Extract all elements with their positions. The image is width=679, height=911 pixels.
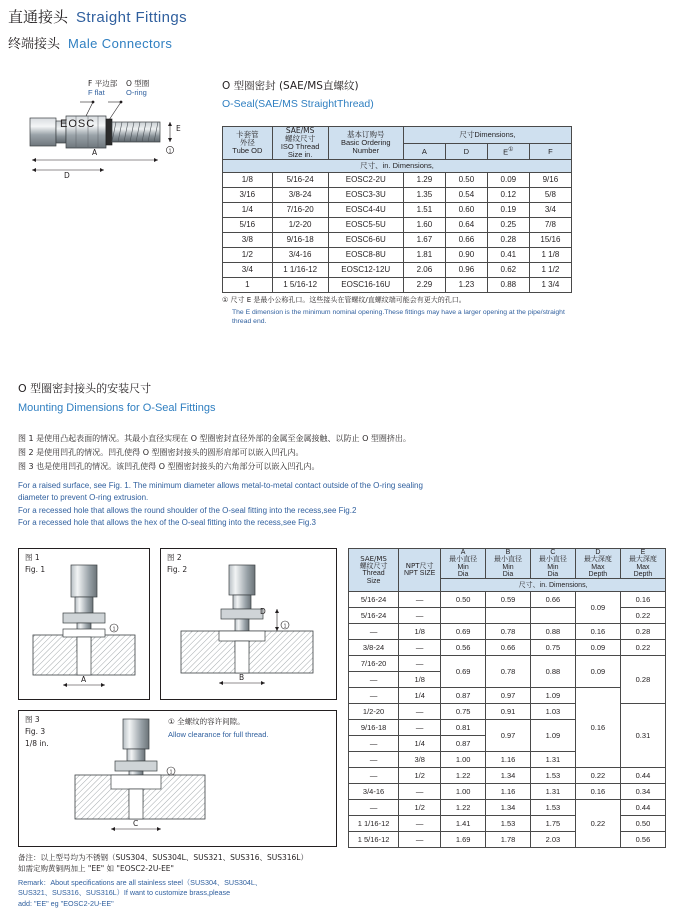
cell-a: 2.06 — [403, 263, 445, 278]
cell-npt: — — [399, 784, 441, 800]
cell-order: EOSC3-3U — [328, 188, 403, 203]
th2-thread-size: SAE/MS 螺纹尺寸 Thread Size — [349, 549, 399, 592]
cell-d: 0.16 — [575, 784, 620, 800]
cell-a: 1.35 — [403, 188, 445, 203]
cell-f: 3/4 — [529, 203, 571, 218]
cell-d: 0.16 — [575, 688, 620, 768]
para-en-line: For a recessed hole that allows the round shoulder of the O-seal fitting into the recess,see Fig.2 — [18, 505, 357, 515]
th-e: E① — [487, 144, 529, 160]
cell-order: EOSC5-5U — [328, 218, 403, 233]
svg-text:1: 1 — [112, 626, 116, 633]
cell-b: 1.53 — [486, 816, 531, 832]
fig3-label-en: Fig. 3 — [25, 727, 46, 736]
cell-thread: 5/16-24 — [349, 592, 399, 608]
oseal-spec-table — [222, 126, 572, 293]
remark-cn — [18, 852, 348, 875]
cell-e: 0.19 — [487, 203, 529, 218]
cell-a: 1.41 — [441, 816, 486, 832]
table-row — [223, 278, 572, 293]
cell-npt: — — [399, 640, 441, 656]
table1-note-cn: ① 尺寸 E 是最小公称孔口。这些接头在管螺纹/直螺纹端可能会有更大的孔口。 — [222, 296, 466, 304]
cell-e: 0.31 — [620, 704, 665, 768]
cell-thread: 7/16-20 — [272, 203, 328, 218]
cell-npt: 1/8 — [399, 624, 441, 640]
cell-d: 0.09 — [575, 592, 620, 624]
para-en-line: For a recessed hole that allows the hex of the O-seal fitting into the recess,see Fig.3 — [18, 518, 316, 528]
cell-b: 0.97 — [486, 688, 531, 704]
cell-a: 0.56 — [441, 640, 486, 656]
th-thread-size: SAE/MS 螺纹尺寸 ISO Thread Size in. — [272, 127, 328, 160]
cell-a: 1.51 — [403, 203, 445, 218]
clearance-note-cn: ① 全螺纹的容许间隙。 — [168, 717, 245, 726]
cell-e: 0.12 — [487, 188, 529, 203]
section2-title-en: Mounting Dimensions for O-Seal Fittings — [18, 402, 216, 414]
cell-d: 0.64 — [445, 218, 487, 233]
fig3-size: 1/8 in. — [25, 739, 49, 748]
cell-thread: — — [349, 752, 399, 768]
table-row — [223, 188, 572, 203]
cell-npt: 1/4 — [399, 688, 441, 704]
cell-thread: 9/16-18 — [272, 233, 328, 248]
cell-order: EOSC4-4U — [328, 203, 403, 218]
cell-e: 0.16 — [620, 592, 665, 608]
para-cn-line: 图 3 也是使用凹孔的情况。该凹孔使得 O 型圈密封接头的六角部分可以嵌入凹孔内。 — [18, 462, 320, 471]
cell-b: 0.91 — [486, 704, 531, 720]
table1-header-row — [223, 127, 572, 144]
cell-a: 0.69 — [441, 624, 486, 640]
cell-order: EOSC16-16U — [328, 278, 403, 293]
cell-e: 0.88 — [487, 278, 529, 293]
cell-b: 1.78 — [486, 832, 531, 848]
fig3-dim-c: C — [133, 819, 139, 828]
figure-2 — [160, 548, 337, 700]
label-oring-en: O-ring — [126, 88, 147, 97]
cell-d: 0.90 — [445, 248, 487, 263]
table-row — [349, 656, 666, 672]
cell-a — [441, 608, 486, 624]
cell-tube: 3/8 — [223, 233, 273, 248]
th2-e: E 最大深度 Max Depth — [620, 549, 665, 579]
cell-thread: 1 5/16-12 — [349, 832, 399, 848]
cell-c: 1.53 — [530, 800, 575, 816]
cell-c: 1.75 — [530, 816, 575, 832]
cell-npt: 1/2 — [399, 768, 441, 784]
svg-text:1: 1 — [168, 148, 172, 155]
page-subtitle-en: Male Connectors — [68, 36, 173, 51]
cell-order: EOSC6-6U — [328, 233, 403, 248]
cell-e: 0.41 — [487, 248, 529, 263]
cell-f: 9/16 — [529, 173, 571, 188]
fig2-label-cn: 图 2 — [167, 553, 182, 562]
th2-npt-size: NPT尺寸 NPT SIZE — [399, 549, 441, 592]
th-units: 尺寸、in. Dimensions, — [223, 160, 572, 173]
cell-f: 7/8 — [529, 218, 571, 233]
th-f: F — [529, 144, 571, 160]
cell-a: 0.81 — [441, 720, 486, 736]
cell-thread: 9/16-18 — [349, 720, 399, 736]
cell-b: 0.66 — [486, 640, 531, 656]
cell-a: 1.29 — [403, 173, 445, 188]
table1-units-row — [223, 160, 572, 173]
cell-thread: — — [349, 736, 399, 752]
cell-thread: 5/16-24 — [349, 608, 399, 624]
cell-f: 1 3/4 — [529, 278, 571, 293]
th-ordering-number: 基本订购号 Basic Ordering Number — [328, 127, 403, 160]
section2-title — [18, 380, 215, 414]
cell-d: 0.09 — [575, 640, 620, 656]
cell-tube: 3/16 — [223, 188, 273, 203]
cell-c: 0.66 — [530, 592, 575, 608]
cell-d: 1.23 — [445, 278, 487, 293]
para-cn-line: 图 2 是使用凹孔的情况。凹孔使得 O 型圈密封接头的圆形肩部可以嵌入凹孔内。 — [18, 448, 304, 457]
cell-b: 0.97 — [486, 720, 531, 752]
table-row — [349, 688, 666, 704]
table1-note-en: The E dimension is the minimum nominal opening.These fittings may have a larger opening at the pipe/straight thread end. — [232, 309, 565, 326]
eosc-fitting-drawing — [20, 72, 205, 202]
fig2-label-en: Fig. 2 — [167, 565, 188, 574]
cell-thread: 3/8-24 — [272, 188, 328, 203]
fig3-label-cn: 图 3 — [25, 715, 40, 724]
th2-a: A 最小直径 Min Dia — [441, 549, 486, 579]
label-f-flat-en: F flat — [88, 88, 105, 97]
cell-c: 1.31 — [530, 784, 575, 800]
cell-thread: 1 1/16-12 — [349, 816, 399, 832]
cell-tube: 5/16 — [223, 218, 273, 233]
th-a: A — [403, 144, 445, 160]
fig2-dim-b: B — [239, 673, 245, 682]
cell-d: 0.22 — [575, 768, 620, 784]
cell-c: 2.03 — [530, 832, 575, 848]
remark-en-line: SUS321、SUS316、SUS316L）If want to customize brass,please — [18, 888, 231, 898]
cell-e: 0.44 — [620, 800, 665, 816]
cell-e: 0.50 — [620, 816, 665, 832]
cell-a: 1.67 — [403, 233, 445, 248]
para-en-line: For a raised surface, see Fig. 1. The minimum diameter allows metal-to-metal contact outside of the O-ring sealing — [18, 481, 423, 490]
cell-c: 1.53 — [530, 768, 575, 784]
th2-units: 尺寸、in. Dimensions, — [441, 579, 666, 592]
table-row — [223, 233, 572, 248]
cell-thread: 3/4-16 — [349, 784, 399, 800]
svg-text:1: 1 — [169, 769, 173, 776]
table2-header-row — [349, 549, 666, 579]
remark-en-line: Remark：About specifications are all stainless steel（SUS304、SUS304L、 — [18, 878, 263, 887]
cell-d: 0.09 — [575, 656, 620, 688]
cell-npt: 1/8 — [399, 672, 441, 688]
svg-text:1: 1 — [283, 623, 287, 630]
cell-e: 0.56 — [620, 832, 665, 848]
th2-d: D 最大深度 Max Depth — [575, 549, 620, 579]
cell-d: 0.60 — [445, 203, 487, 218]
cell-f: 1 1/2 — [529, 263, 571, 278]
remark-cn-line: 备注：以上型号均为不锈钢（SUS304、SUS304L、SUS321、SUS316、SUS316L） — [18, 853, 308, 862]
page-subtitle-cn: 终端接头 — [8, 37, 61, 52]
th-dimensions: 尺寸Dimensions, — [403, 127, 571, 144]
section2-paragraph-en — [18, 480, 658, 530]
th-tube-od: 卡套管 外径 Tube OD — [223, 127, 273, 160]
table-row — [349, 640, 666, 656]
para-cn-line: 图 1 是使用凸起表面的情况。其最小直径实现在 O 型圈密封直径外部的金属至金属接触、以防止 O 型圈挤出。 — [18, 434, 411, 443]
cell-thread: — — [349, 672, 399, 688]
cell-c: 1.31 — [530, 752, 575, 768]
cell-d: 0.96 — [445, 263, 487, 278]
table-row — [349, 592, 666, 608]
page-title-cn: 直通接头 — [8, 8, 69, 26]
table-row — [223, 173, 572, 188]
cell-c: 1.09 — [530, 720, 575, 752]
remark-cn-line: 如需定购黄铜两加上 "EE" 如 "EOSC2-2U-EE" — [18, 864, 174, 874]
cell-e: 0.44 — [620, 768, 665, 784]
th2-b: B 最小直径 Min Dia — [486, 549, 531, 579]
para-en-line: diameter to prevent O-ring extrusion. — [18, 493, 149, 503]
cell-a: 1.60 — [403, 218, 445, 233]
cell-thread: 1 5/16-12 — [272, 278, 328, 293]
table-row — [349, 800, 666, 816]
figure-1 — [18, 548, 150, 700]
cell-a: 0.69 — [441, 656, 486, 688]
cell-thread: 3/4-16 — [272, 248, 328, 263]
section2-title-cn: O 型圈密封接头的安装尺寸 — [18, 382, 152, 395]
th2-c: C 最小直径 Min Dia — [530, 549, 575, 579]
cell-a: 0.87 — [441, 736, 486, 752]
cell-thread: — — [349, 800, 399, 816]
table-row — [223, 263, 572, 278]
dim-label-e: E — [176, 124, 181, 133]
table-row — [349, 784, 666, 800]
cell-thread: 5/16-24 — [272, 173, 328, 188]
cell-thread: 1 1/16-12 — [272, 263, 328, 278]
page-header — [8, 6, 187, 52]
cell-b: 1.34 — [486, 768, 531, 784]
cell-thread: 1/2-20 — [272, 218, 328, 233]
cell-a: 1.00 — [441, 784, 486, 800]
cell-thread: 3/8-24 — [349, 640, 399, 656]
cell-c: 0.75 — [530, 640, 575, 656]
cell-npt: — — [399, 704, 441, 720]
cell-c: 1.09 — [530, 688, 575, 704]
cell-thread: — — [349, 624, 399, 640]
cell-c: 1.03 — [530, 704, 575, 720]
section1-title-en: O-Seal(SAE/MS StraightThread) — [222, 98, 374, 110]
cell-npt: — — [399, 720, 441, 736]
cell-d: 0.22 — [575, 800, 620, 848]
table-row — [223, 218, 572, 233]
cell-e: 0.22 — [620, 640, 665, 656]
cell-b: 1.34 — [486, 800, 531, 816]
cell-order: EOSC8-8U — [328, 248, 403, 263]
mounting-dimensions-table — [348, 548, 666, 848]
cell-tube: 1/2 — [223, 248, 273, 263]
cell-b: 0.78 — [486, 624, 531, 640]
cell-a: 0.75 — [441, 704, 486, 720]
cell-b — [486, 608, 531, 624]
cell-npt: 3/8 — [399, 752, 441, 768]
cell-a: 1.00 — [441, 752, 486, 768]
cell-thread: 7/16-20 — [349, 656, 399, 672]
cell-c — [530, 608, 575, 624]
page-title-en: Straight Fittings — [76, 9, 188, 26]
th-d: D — [445, 144, 487, 160]
cell-tube: 1/4 — [223, 203, 273, 218]
fig2-svg — [161, 549, 336, 699]
cell-npt: 1/2 — [399, 800, 441, 816]
cell-tube: 1/8 — [223, 173, 273, 188]
cell-npt: — — [399, 832, 441, 848]
fig2-dim-d: D — [260, 607, 266, 616]
dim-label-d: D — [64, 171, 70, 180]
cell-e: 0.34 — [620, 784, 665, 800]
cell-b: 1.16 — [486, 784, 531, 800]
cell-e: 0.28 — [620, 656, 665, 704]
section1-title-cn: O 型圈密封 (SAE/MS直螺纹) — [222, 80, 359, 92]
cell-e: 0.62 — [487, 263, 529, 278]
cell-a: 1.81 — [403, 248, 445, 263]
cell-d: 0.50 — [445, 173, 487, 188]
label-oring-cn: O 型圈 — [126, 79, 150, 88]
fig1-dim-a: A — [81, 675, 87, 684]
cell-tube: 3/4 — [223, 263, 273, 278]
remark-en-line: add: "EE" eg "EOSC2-2U-EE" — [18, 898, 114, 908]
cell-npt: 1/4 — [399, 736, 441, 752]
cell-npt: — — [399, 592, 441, 608]
part-name-eosc: EOSC — [60, 118, 96, 130]
cell-e: 0.25 — [487, 218, 529, 233]
section1-title — [222, 78, 374, 110]
cell-npt: — — [399, 816, 441, 832]
section2-paragraph-cn — [18, 432, 658, 474]
cell-a: 0.87 — [441, 688, 486, 704]
fig1-label-cn: 图 1 — [25, 553, 40, 562]
table-row — [223, 248, 572, 263]
cell-f: 1 1/8 — [529, 248, 571, 263]
cell-a: 1.22 — [441, 768, 486, 784]
cell-a: 2.29 — [403, 278, 445, 293]
cell-e: 0.22 — [620, 608, 665, 624]
cell-b: 1.16 — [486, 752, 531, 768]
cell-b: 0.59 — [486, 592, 531, 608]
clearance-note-en: Allow clearance for full thread. — [168, 730, 269, 739]
table-row — [349, 768, 666, 784]
cell-d: 0.16 — [575, 624, 620, 640]
cell-c: 0.88 — [530, 624, 575, 640]
cell-npt: — — [399, 656, 441, 672]
fig1-label-en: Fig. 1 — [25, 565, 46, 574]
cell-a: 1.22 — [441, 800, 486, 816]
cell-e: 0.28 — [487, 233, 529, 248]
cell-d: 0.66 — [445, 233, 487, 248]
cell-e: 0.28 — [620, 624, 665, 640]
cell-e: 0.09 — [487, 173, 529, 188]
cell-tube: 1 — [223, 278, 273, 293]
cell-order: EOSC12-12U — [328, 263, 403, 278]
table-row — [223, 203, 572, 218]
cell-thread: — — [349, 688, 399, 704]
cell-a: 0.50 — [441, 592, 486, 608]
cell-a: 1.69 — [441, 832, 486, 848]
cell-c: 0.88 — [530, 656, 575, 688]
dim-label-a: A — [92, 148, 98, 157]
cell-thread: — — [349, 768, 399, 784]
cell-order: EOSC2-2U — [328, 173, 403, 188]
table-row — [349, 624, 666, 640]
label-f-flat-cn: F 平边部 — [88, 79, 118, 88]
cell-d: 0.54 — [445, 188, 487, 203]
cell-b: 0.78 — [486, 656, 531, 688]
cell-npt: — — [399, 608, 441, 624]
cell-thread: 1/2-20 — [349, 704, 399, 720]
remark-en — [18, 878, 358, 909]
fitting-diagram-svg — [20, 72, 205, 202]
cell-f: 5/8 — [529, 188, 571, 203]
cell-f: 15/16 — [529, 233, 571, 248]
